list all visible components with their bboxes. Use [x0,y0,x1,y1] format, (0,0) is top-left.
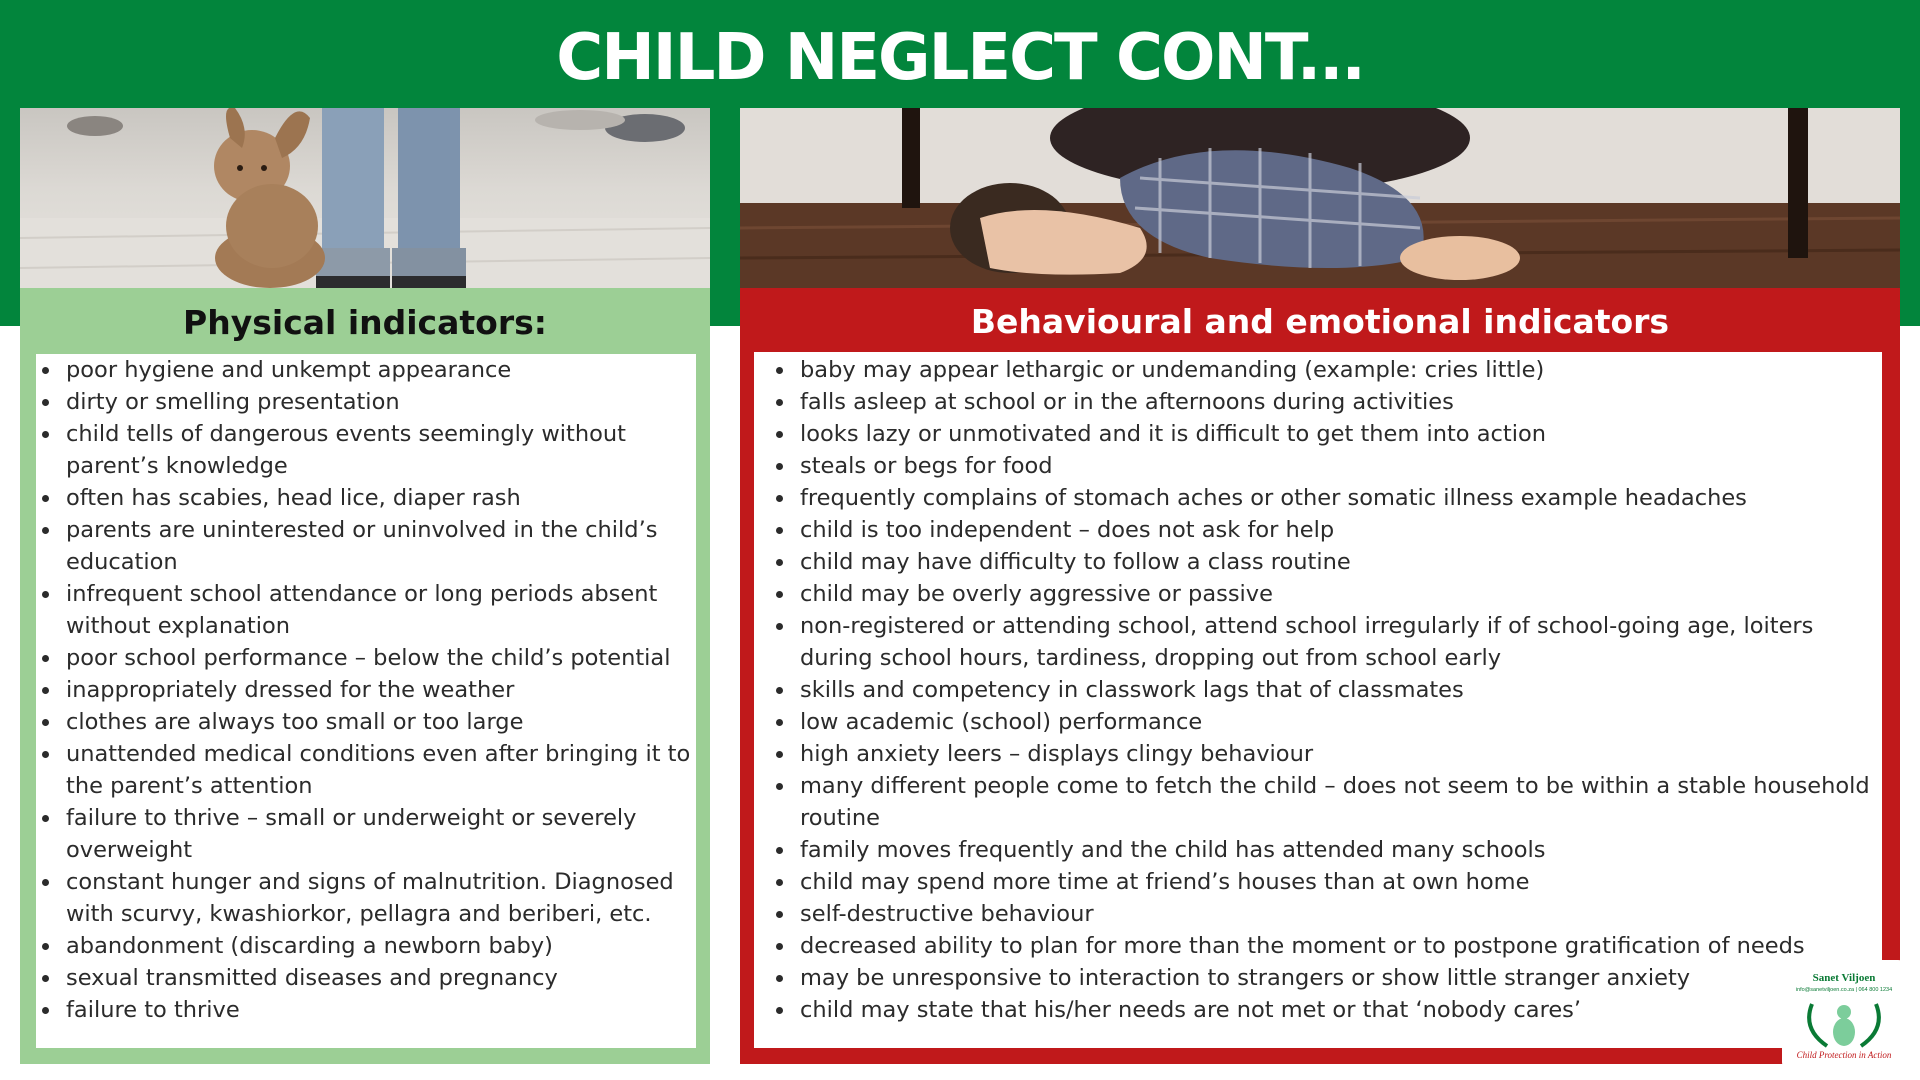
list-item: • may be unresponsive to interaction to strangers or show little stranger anxiety [796,962,1882,994]
list-item: • parents are uninterested or uninvolved in the child’s education [62,514,696,578]
logo-contact: info@sanetviljoen.co.za | 064 800 1234 [1795,987,1893,993]
list-item: • often has scabies, head lice, diaper rash [62,482,696,514]
list-item: • abandonment (discarding a newborn baby) [62,930,696,962]
list-item: • self-destructive behaviour [796,898,1882,930]
logo-name: Sanet Viljoen [1812,972,1876,984]
sanet-viljoen-logo [1782,960,1906,1070]
list-item: • steals or begs for food [796,450,1882,482]
list-item: • child may be overly aggressive or passive [796,578,1882,610]
behavioural-indicators-list [754,354,1882,1026]
list-item: • high anxiety leers – displays clingy behaviour [796,738,1882,770]
page-title: CHILD NEGLECT CONT... [556,21,1364,95]
physical-indicators-list [36,354,696,1026]
teddy-bunny-illustration [20,108,710,288]
list-item: • inappropriately dressed for the weather [62,674,696,706]
list-item: • child is too independent – does not ask for help [796,514,1882,546]
logo-tagline: Child Protection in Action [1796,1050,1892,1060]
behavioural-indicators-list-box [754,352,1882,1048]
physical-indicators-heading: Physical indicators: [183,302,547,342]
list-item: • low academic (school) performance [796,706,1882,738]
list-item: • family moves frequently and the child has attended many schools [796,834,1882,866]
list-item: • failure to thrive – small or underweight or severely overweight [62,802,696,866]
list-item: • infrequent school attendance or long periods absent without explanation [62,578,696,642]
protecting-hands-icon [1782,994,1906,1054]
list-item: • poor school performance – below the child’s potential [62,642,696,674]
behavioural-indicators-heading: Behavioural and emotional indicators [970,301,1670,341]
list-item: • baby may appear lethargic or undemanding (example: cries little) [796,354,1882,386]
child-curled-up-illustration [740,108,1900,288]
list-item: • failure to thrive [62,994,696,1026]
teddy-bunny-photo [20,108,710,288]
physical-indicators-list-box [36,354,696,1048]
list-item: • frequently complains of stomach aches or other somatic illness example headaches [796,482,1882,514]
list-item: • child may state that his/her needs are not met or that ‘nobody cares’ [796,994,1882,1026]
list-item: • falls asleep at school or in the afternoons during activities [796,386,1882,418]
list-item: • many different people come to fetch the child – does not seem to be within a stable household routine [796,770,1882,834]
list-item: • constant hunger and signs of malnutrition. Diagnosed with scurvy, kwashiorkor, pellagra and beriberi, etc. [62,866,696,930]
child-curled-up-photo [740,108,1900,288]
list-item: • clothes are always too small or too large [62,706,696,738]
list-item: • sexual transmitted diseases and pregnancy [62,962,696,994]
list-item: • unattended medical conditions even after bringing it to the parent’s attention [62,738,696,802]
list-item: • child may have difficulty to follow a class routine [796,546,1882,578]
list-item: • poor hygiene and unkempt appearance [62,354,696,386]
list-item: • looks lazy or unmotivated and it is difficult to get them into action [796,418,1882,450]
list-item: • non-registered or attending school, attend school irregularly if of school-going age, loiters during school hours, tardiness, dropping out from school early [796,610,1882,674]
list-item: • child may spend more time at friend’s houses than at own home [796,866,1882,898]
list-item: • child tells of dangerous events seemingly without parent’s knowledge [62,418,696,482]
list-item: • dirty or smelling presentation [62,386,696,418]
list-item: • decreased ability to plan for more than the moment or to postpone gratification of needs [796,930,1882,962]
list-item: • skills and competency in classwork lags that of classmates [796,674,1882,706]
